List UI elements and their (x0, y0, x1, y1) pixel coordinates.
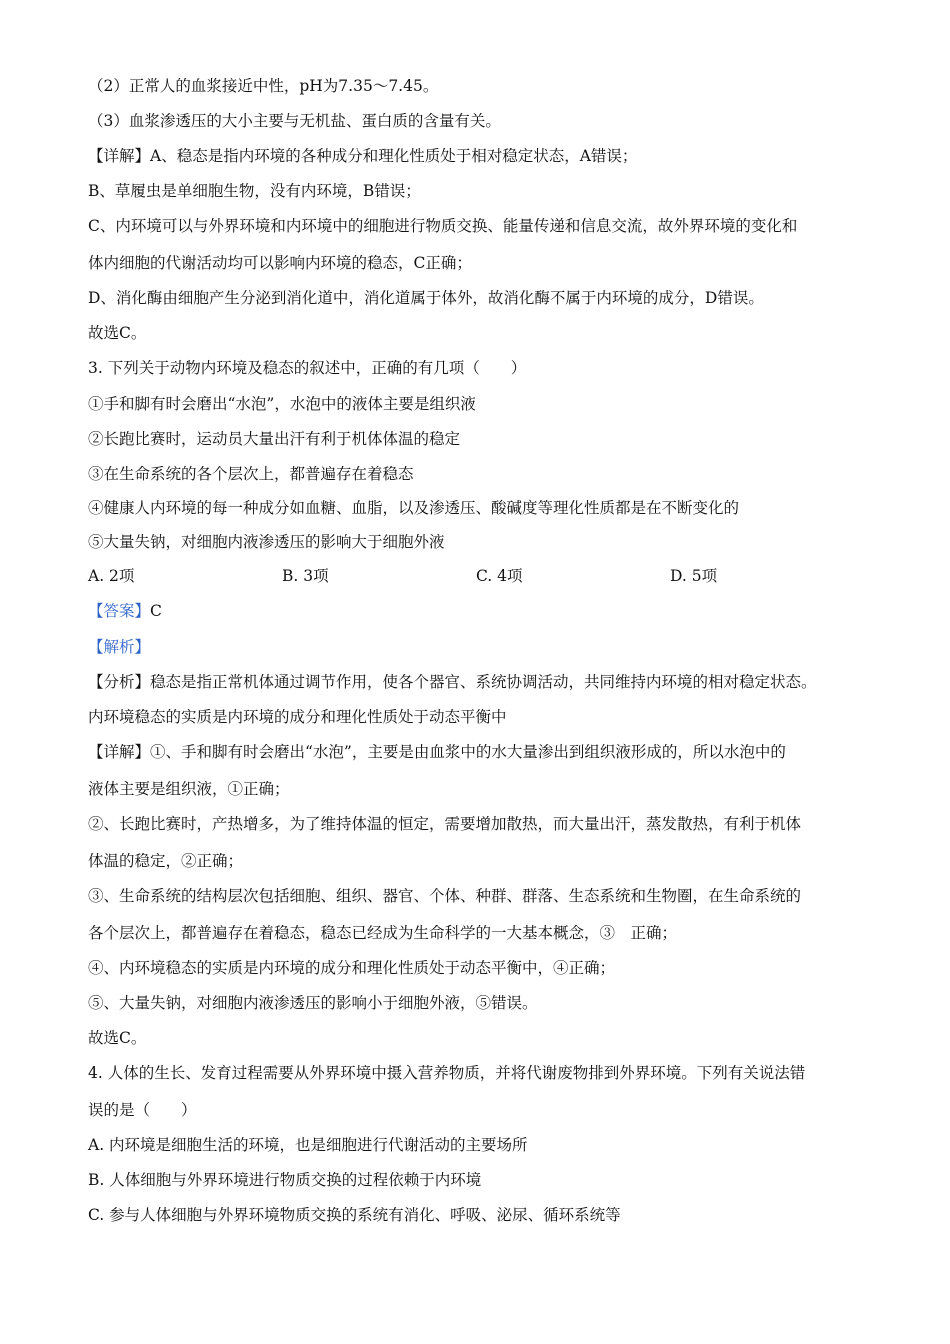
text-line: 【详解】①、手和脚有时会磨出“水泡”，主要是由血浆中的水大量渗出到组织液形成的，所以水泡中的 (88, 743, 786, 761)
text-line: （3）血浆渗透压的大小主要与无机盐、蛋白质的含量有关。 (88, 112, 501, 130)
statement-3: ③在生命系统的各个层次上，都普遍存在着稳态 (88, 465, 414, 483)
option-a: A. 2项 (88, 567, 135, 585)
text-line: ⑤、大量失钠，对细胞内液渗透压的影响小于细胞外液，⑤错误。 (88, 994, 538, 1012)
statement-1: ①手和脚有时会磨出“水泡”，水泡中的液体主要是组织液 (88, 395, 476, 413)
statement-5: ⑤大量失钠，对细胞内液渗透压的影响大于细胞外液 (88, 533, 445, 551)
option-d: D. 5项 (670, 567, 718, 585)
text-line: （2）正常人的血浆接近中性，pH为7.35～7.45。 (88, 77, 439, 95)
text-line: 体内细胞的代谢活动均可以影响内环境的稳态，C正确； (88, 254, 472, 272)
text-line: 各个层次上，都普遍存在着稳态，稳态已经成为生命科学的一大基本概念，③ 正确； (88, 924, 678, 942)
analysis-tag: 【解析】 (88, 638, 151, 656)
text-line: 【详解】A、稳态是指内环境的各种成分和理化性质处于相对稳定状态，A错误； (88, 147, 638, 165)
q4-option-c: C. 参与人体细胞与外界环境物质交换的系统有消化、呼吸、泌尿、循环系统等 (88, 1206, 621, 1224)
text-line: 体温的稳定，②正确； (88, 852, 244, 870)
option-b: B. 3项 (282, 567, 329, 585)
text-line: 内环境稳态的实质是内环境的成分和理化性质处于动态平衡中 (88, 708, 507, 726)
answer-line (88, 601, 162, 621)
answer-tag: 【答案】 (88, 602, 151, 620)
text-line: 故选C。 (88, 324, 147, 342)
text-line: 故选C。 (88, 1029, 147, 1047)
text-line: B、草履虫是单细胞生物，没有内环境，B错误； (88, 182, 421, 200)
q4-option-a: A. 内环境是细胞生活的环境，也是细胞进行代谢活动的主要场所 (88, 1136, 528, 1154)
text-line: ②、长跑比赛时，产热增多，为了维持体温的恒定，需要增加散热，而大量出汗，蒸发散热，有利于机体 (88, 815, 802, 833)
answer-value: C (150, 602, 162, 620)
question-4-stem-cont: 误的是（ ） (88, 1101, 197, 1119)
text-line: D、消化酶由细胞产生分泌到消化道中，消化道属于体外，故消化酶不属于内环境的成分，D错误。 (88, 289, 764, 307)
question-3-stem: 3. 下列关于动物内环境及稳态的叙述中，正确的有几项（ ） (88, 359, 527, 377)
statement-2: ②长跑比赛时，运动员大量出汗有利于机体体温的稳定 (88, 430, 461, 448)
text-line: 【分析】稳态是指正常机体通过调节作用，使各个器官、系统协调活动，共同维持内环境的相对稳定状态。 (88, 673, 817, 691)
text-line: C、内环境可以与外界环境和内环境中的细胞进行物质交换、能量传递和信息交流，故外界环境的变化和 (88, 217, 798, 235)
statement-4: ④健康人内环境的每一种成分如血糖、血脂，以及渗透压、酸碱度等理化性质都是在不断变化的 (88, 499, 740, 517)
q4-option-b: B. 人体细胞与外界环境进行物质交换的过程依赖于内环境 (88, 1171, 482, 1189)
text-line: ④、内环境稳态的实质是内环境的成分和理化性质处于动态平衡中，④正确； (88, 959, 616, 977)
text-line: ③、生命系统的结构层次包括细胞、组织、器官、个体、种群、群落、生态系统和生物圈，在生命系统的 (88, 887, 802, 905)
option-c: C. 4项 (476, 567, 523, 585)
text-line: 液体主要是组织液，①正确； (88, 780, 290, 798)
question-4-stem: 4. 人体的生长、发育过程需要从外界环境中摄入营养物质，并将代谢废物排到外界环境。下列有关说法错 (88, 1064, 806, 1082)
